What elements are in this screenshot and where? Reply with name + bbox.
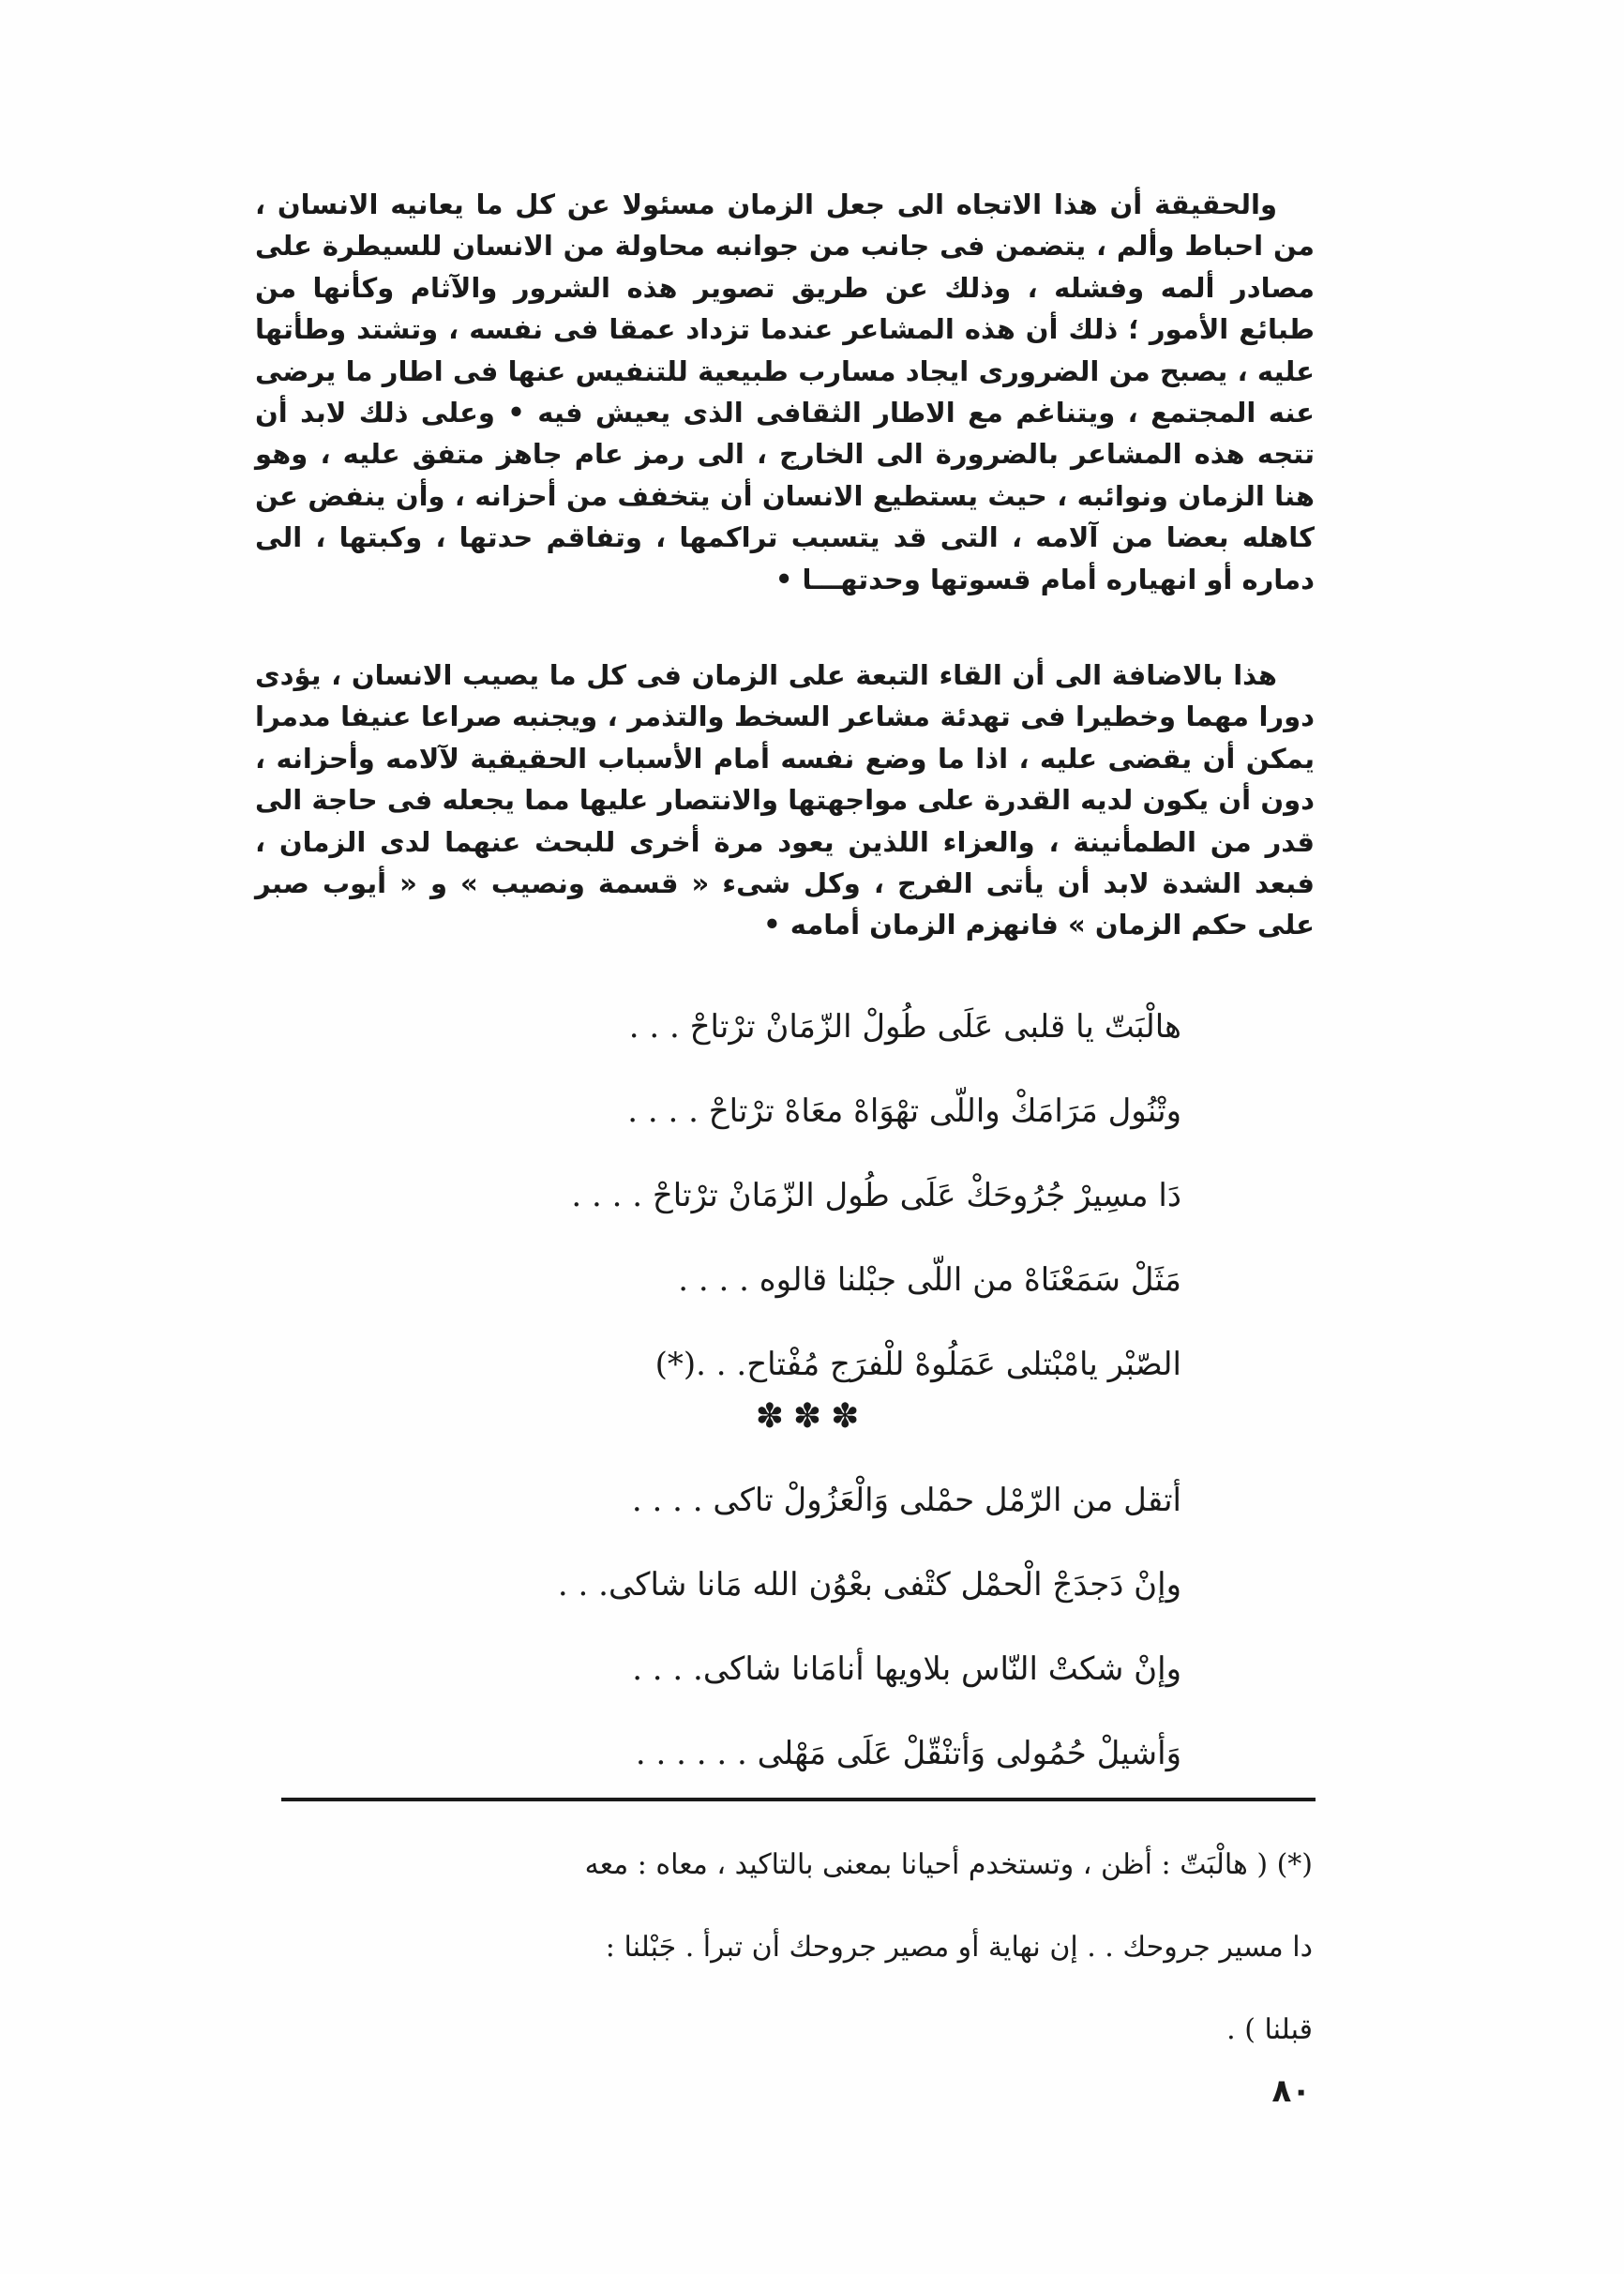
poem-line-text: أتقل من الرّمْل حمْلى وَالْعَزُولْ تاكى . . . . xyxy=(631,1482,1181,1519)
footnote-line: (*) ( هالْبَتّ : أظن ، وتستخدم أحيانا بمعنى بالتاكيد ، معاه : معه xyxy=(584,1848,1313,1881)
poem-line xyxy=(338,1458,1181,1543)
poem-stanza-1 xyxy=(338,985,1181,1407)
poem-line xyxy=(338,1543,1181,1627)
footnote xyxy=(253,1824,1313,2071)
poem-line xyxy=(338,1627,1181,1711)
poem-line-text: مَثَلْ سَمَعْنَاهْ من اللّى جبْلنا قالوه . . . . xyxy=(678,1261,1181,1299)
poem-line-text: هالْبَتّ يا قلبى عَلَى طُولْ الزّمَانْ ترْتاحْ . . . xyxy=(628,1008,1181,1046)
poem-line xyxy=(338,1069,1181,1153)
body-paragraph-1 xyxy=(255,184,1315,600)
paragraph-text: هذا بالاضافة الى أن القاء التبعة على الزمان فى كل ما يصيب الانسان ، يؤدى دورا مهما وخطيرا فى تهدئة مشاعر السخط والتذمر ، ويجنبه صراعا عنيفا مدمرا يمكن أن يقضى عليه ، اذا ما وضع نفسه أمام الأسباب الحقيقية لآلامه وأحزانه ، دون أن يكون لديه القدرة على مواجهتها والانتصار عليها مما يجعله فى حاجة الى قدر من الطمأنينة ، والعزاء اللذين يعود مرة أخرى للبحث عنهما لدى الزمان ، فبعد الشدة لابد أن يأتى الفرج ، وكل شىء « قسمة ونصيب » و « أيوب صبر على حكم الزمان » فانهزم الزمان أمامه • xyxy=(255,659,1315,941)
poem-line xyxy=(338,985,1181,1069)
footnote-line: دا مسير جروحك . . إن نهاية أو مصير جروحك أن تبرأ . جَبْلنا : xyxy=(605,1931,1313,1964)
poem-line-text: وَأشيلْ حُمُولى وَأتنْقّلْ عَلَى مَهْلى . . . . . . xyxy=(635,1735,1181,1772)
poem-line-text: وتْنُول مَرَامَكْ واللّى تهْوَاهْ معَاهْ ترْتاحْ . . . . xyxy=(627,1092,1181,1130)
footnote-divider xyxy=(281,1798,1316,1801)
page-number: ٨٠ xyxy=(1271,2072,1311,2110)
poem-line xyxy=(338,1238,1181,1322)
poem-line xyxy=(338,1322,1181,1407)
body-paragraph-2 xyxy=(255,655,1315,946)
poem-stanza-2 xyxy=(338,1458,1181,1796)
poem-line xyxy=(338,1153,1181,1238)
poem-line xyxy=(338,1711,1181,1796)
paragraph-text: والحقيقة أن هذا الاتجاه الى جعل الزمان مسئولا عن كل ما يعانيه الانسان ، من احباط وألم ، يتضمن فى جانب من جوانبه محاولة من الانسان للسيطرة على مصادر ألمه وفشله ، وذلك عن طريق تصوير هذه الشرور والآثام وكأنها من طبائع الأمور ؛ ذلك أن هذه المشاعر عندما تزداد عمقا فى نفسه ، وتشتد وطأتها عليه ، يصبح من الضرورى ايجاد مسارب طبيعية للتنفيس عنها فى اطار ما يرضى عنه المجتمع ، ويتناغم مع الاطار الثقافى الذى يعيش فيه • وعلى ذلك لابد أن تتجه هذه المشاعر بالضرورة الى الخارج ، الى رمز عام جاهز متفق عليه ، وهو هنا الزمان ونوائبه ، حيث يستطيع الانسان أن يتخفف من أحزانه ، وأن ينفض عن كاهله بعضا من آلامه ، التى قد يتسبب تراكمها ، وتفاقم حدتها ، وكبتها ، الى دماره أو انهياره أمام قسوتها وحدتهـــا • xyxy=(255,188,1315,595)
poem-line-text: وإنْ دَجدَجْ الْحمْل كتْفى بعْوُن الله مَانا شاكى. . . xyxy=(557,1566,1181,1604)
footnote-line: قبلنا ) . xyxy=(1226,2013,1313,2046)
section-separator-stars: ✽✽✽ xyxy=(755,1397,869,1436)
poem-line-text: دَا مسِيرْ جُرُوحَكْ عَلَى طُول الزّمَانْ ترْتاحْ . . . . xyxy=(571,1177,1181,1214)
poem-line-text: الصّبْر يامْبْتلى عَمَلُوهْ للْفرَج مُفْتاح. . .(*) xyxy=(654,1346,1181,1383)
poem-line-text: وإنْ شكتْ النّاس بلاويها أنامَانا شاكى. . . . xyxy=(632,1650,1181,1688)
